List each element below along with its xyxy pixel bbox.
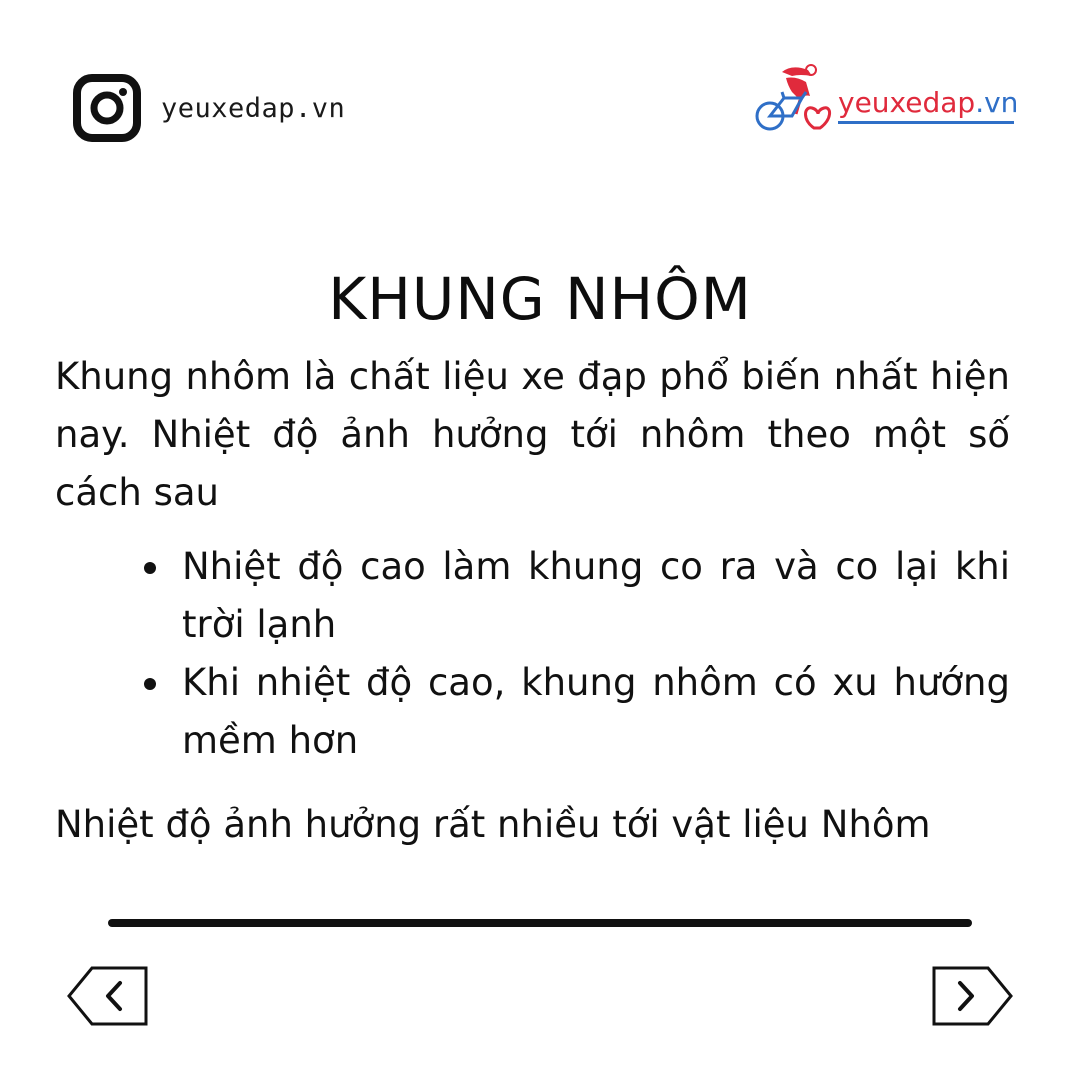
next-button[interactable] bbox=[932, 966, 1014, 1026]
list-item bbox=[142, 654, 1010, 770]
bullet-dot bbox=[144, 562, 156, 574]
bullet-list bbox=[142, 538, 1010, 770]
page-title: KHUNG NHÔM bbox=[328, 264, 752, 333]
conclusion-paragraph: Nhiệt độ ảnh hưởng rất nhiều tới vật liệu Nhôm bbox=[55, 803, 931, 846]
instagram-handle bbox=[73, 74, 345, 142]
logo-name: yeuxedap bbox=[838, 86, 976, 119]
list-item bbox=[142, 538, 1010, 654]
previous-button[interactable] bbox=[66, 966, 148, 1026]
intro-paragraph: Khung nhôm là chất liệu xe đạp phổ biến nhất hiện nay. Nhiệt độ ảnh hưởng tới nhôm theo một số cách sau bbox=[55, 355, 1010, 514]
list-item-text: Khi nhiệt độ cao, khung nhôm có xu hướng mềm hơn bbox=[182, 661, 1010, 762]
divider bbox=[108, 919, 972, 927]
bullet-dot bbox=[144, 678, 156, 690]
chevron-left-icon bbox=[66, 966, 148, 1026]
chevron-right-icon bbox=[932, 966, 1014, 1026]
instagram-icon bbox=[73, 74, 141, 142]
cyclist-heart-icon bbox=[752, 62, 832, 138]
logo-suffix: .vn bbox=[975, 86, 1019, 119]
logo-underline bbox=[838, 121, 1014, 124]
brand-logo bbox=[752, 62, 1018, 138]
list-item-text: Nhiệt độ cao làm khung co ra và co lại khi trời lạnh bbox=[182, 545, 1010, 646]
logo-wordmark bbox=[838, 86, 1018, 119]
instagram-handle-text: yeuxedap.vn bbox=[161, 92, 346, 124]
